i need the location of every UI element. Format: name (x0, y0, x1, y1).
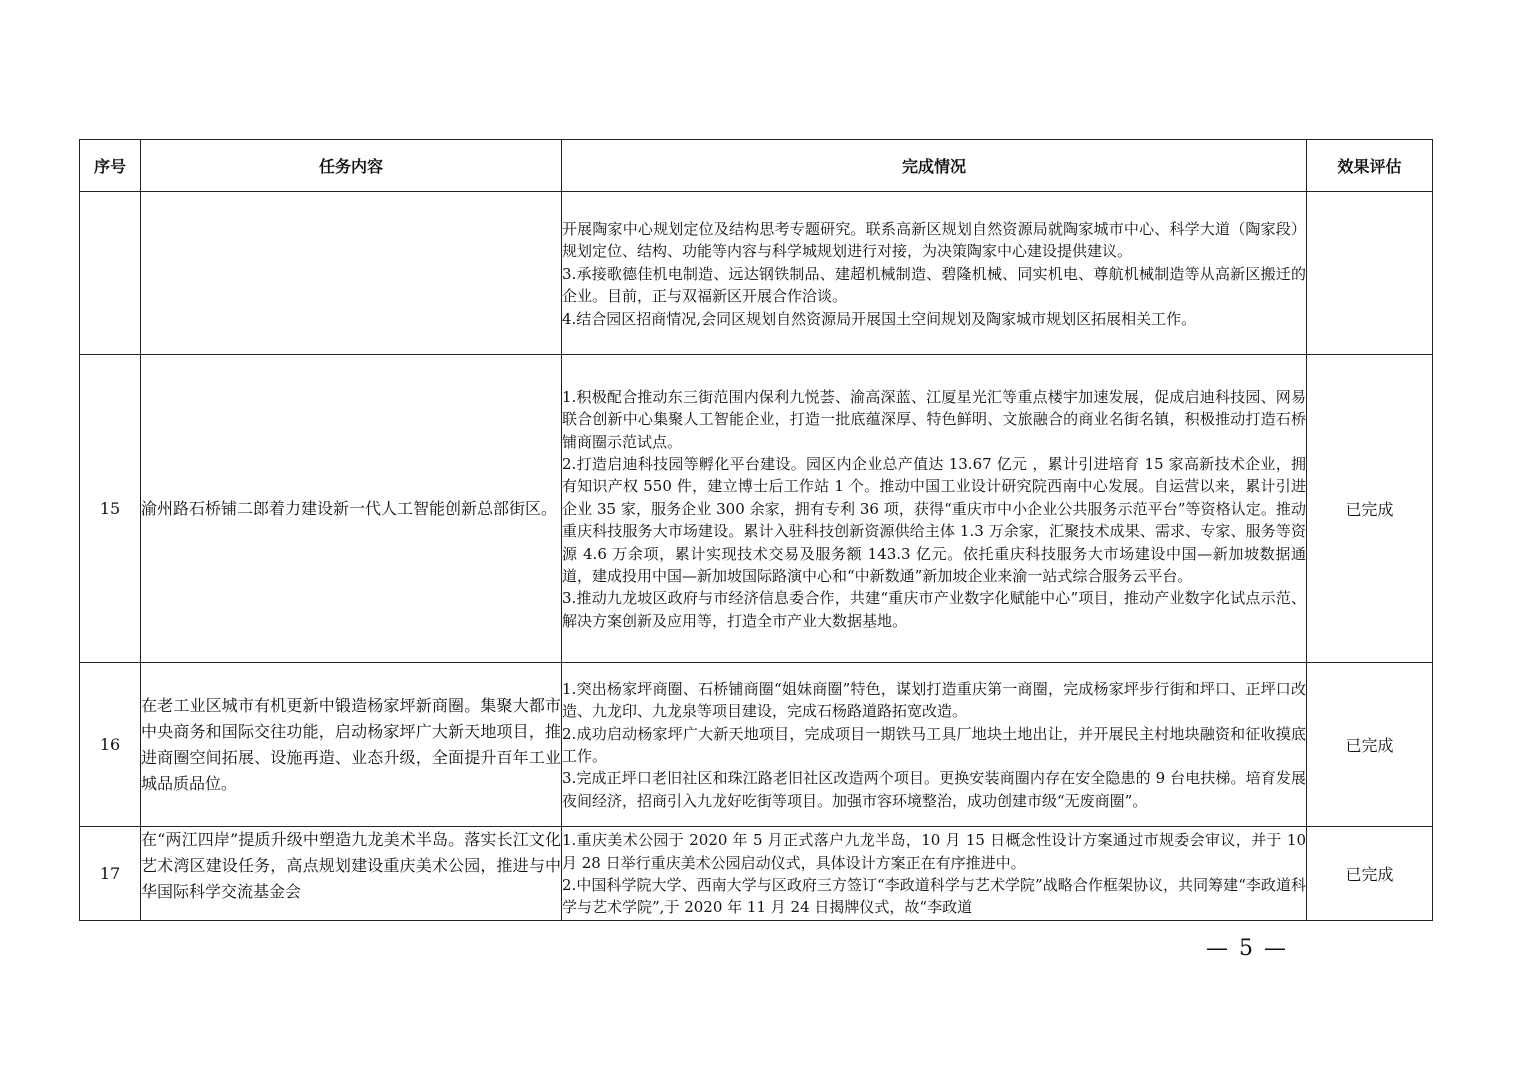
row-eval: 已完成 (1307, 827, 1433, 921)
row-num: 15 (80, 355, 141, 663)
row-eval: 已完成 (1307, 355, 1433, 663)
row-num: 16 (80, 663, 141, 827)
row-task: 在“两江四岸”提质升级中塑造九龙美术半岛。落实长江文化艺术湾区建设任务，高点规划建设重庆美术公园，推进与中华国际科学交流基金会 (141, 827, 562, 921)
table-header-row (80, 140, 1433, 192)
done-paragraph: 4.结合园区招商情况,会同区规划自然资源局开展国土空间规划及陶家城市规划区拓展相关工作。 (562, 309, 1197, 328)
row-task: 在老工业区城市有机更新中锻造杨家坪新商圈。集聚大都市中央商务和国际交往功能，启动杨家坪广大新天地项目，推进商圈空间拓展、设施再造、业态升级，全面提升百年工业城品质品位。 (141, 663, 562, 827)
done-paragraph: 3.完成正坪口老旧社区和珠江路老旧社区改造两个项目。更换安装商圈内存在安全隐患的 9 台电扶梯。培育发展夜间经济，招商引入九龙好吃街等项目。加强市容环境整治，成功创建市级“无废商圈”。 (562, 769, 1306, 810)
row-num (80, 192, 141, 355)
table-row (80, 827, 1433, 921)
done-paragraph: 1.积极配合推动东三街范围内保利九悦荟、渝高深蓝、江厦星光汇等重点楼宇加速发展，促成启迪科技园、网易联合创新中心集聚人工智能企业，打造一批底蕴深厚、特色鲜明、文旅融合的商业名街名镇，积极推动打造石桥铺商圈示范试点。 (562, 387, 1306, 451)
header-num: 序号 (80, 140, 141, 192)
row-done (562, 827, 1307, 921)
done-paragraph: 2.打造启迪科技园等孵化平台建设。园区内企业总产值达 13.67 亿元 ，累计引进培育 15 家高新技术企业，拥有知识产权 550 件，建立博士后工作站 1 个。推动中国工业设计研究院西南中心发展。自运营以来，累计引进企业 35 家，服务企业 300 余家，拥有专利 36 项，获得“重庆市中小企业公共服务示范平台”等资格认定。推动重庆科技服务大市场建设。累计入驻科技创新资源供给主体 1.3 万余家，汇聚技术成果、需求、专家、服务等资源 4.6 万余项，累计实现技术交易及服务额 143.3 亿元。依托重庆科技服务大市场建设中国—新加坡数据通道，建成投用中国—新加坡国际路演中心和“中新数通”新加坡企业来渝一站式综合服务云平台。 (562, 454, 1306, 586)
header-eval: 效果评估 (1307, 140, 1433, 192)
table-row (80, 192, 1433, 355)
table-row (80, 663, 1433, 827)
header-done: 完成情况 (562, 140, 1307, 192)
row-done (562, 355, 1307, 663)
row-task (141, 192, 562, 355)
done-paragraph: 3.承接歌德佳机电制造、远达钢铁制品、建超机械制造、碧隆机械、同实机电、尊航机械制造等从高新区搬迁的企业。目前，正与双福新区开展合作洽谈。 (562, 264, 1306, 306)
row-task: 渝州路石桥铺二郎着力建设新一代人工智能创新总部街区。 (141, 355, 562, 663)
done-paragraph: 2.中国科学院大学、西南大学与区政府三方签订“李政道科学与艺术学院”战略合作框架协议，共同筹建“李政道科学与艺术学院”,于 2020 年 11 月 24 日揭牌仪式，故“李政道 (562, 876, 1306, 917)
header-task: 任务内容 (141, 140, 562, 192)
done-paragraph: 1.重庆美术公园于 2020 年 5 月正式落户九龙半岛，10 月 15 日概念性设计方案通过市规委会审议，并于 10 月 28 日举行重庆美术公园启动仪式，具体设计方案正在有序推进中。 (562, 831, 1306, 872)
row-done (562, 663, 1307, 827)
row-eval: 已完成 (1307, 663, 1433, 827)
done-paragraph: 开展陶家中心规划定位及结构思考专题研究。联系高新区规划自然资源局就陶家城市中心、科学大道（陶家段）规划定位、结构、功能等内容与科学城规划进行对接，为决策陶家中心建设提供建议。 (562, 219, 1306, 261)
page-number: — 5 — (1206, 936, 1288, 961)
done-paragraph: 3.推动九龙坡区政府与市经济信息委合作，共建“重庆市产业数字化赋能中心”项目，推动产业数字化试点示范、解决方案创新及应用等，打造全市产业大数据基地。 (562, 589, 1306, 630)
done-paragraph: 2.成功启动杨家坪广大新天地项目，完成项目一期铁马工具厂地块土地出让，并开展民主村地块融资和征收摸底工作。 (562, 724, 1306, 765)
task-table (79, 139, 1433, 921)
done-paragraph: 1.突出杨家坪商圈、石桥铺商圈“姐妹商圈”特色，谋划打造重庆第一商圈，完成杨家坪步行街和坪口、正坪口改造、九龙印、九龙泉等项目建设，完成石杨路道路拓宽改造。 (562, 679, 1306, 721)
row-done (562, 192, 1307, 355)
row-eval (1307, 192, 1433, 355)
table-row (80, 355, 1433, 663)
row-num: 17 (80, 827, 141, 921)
